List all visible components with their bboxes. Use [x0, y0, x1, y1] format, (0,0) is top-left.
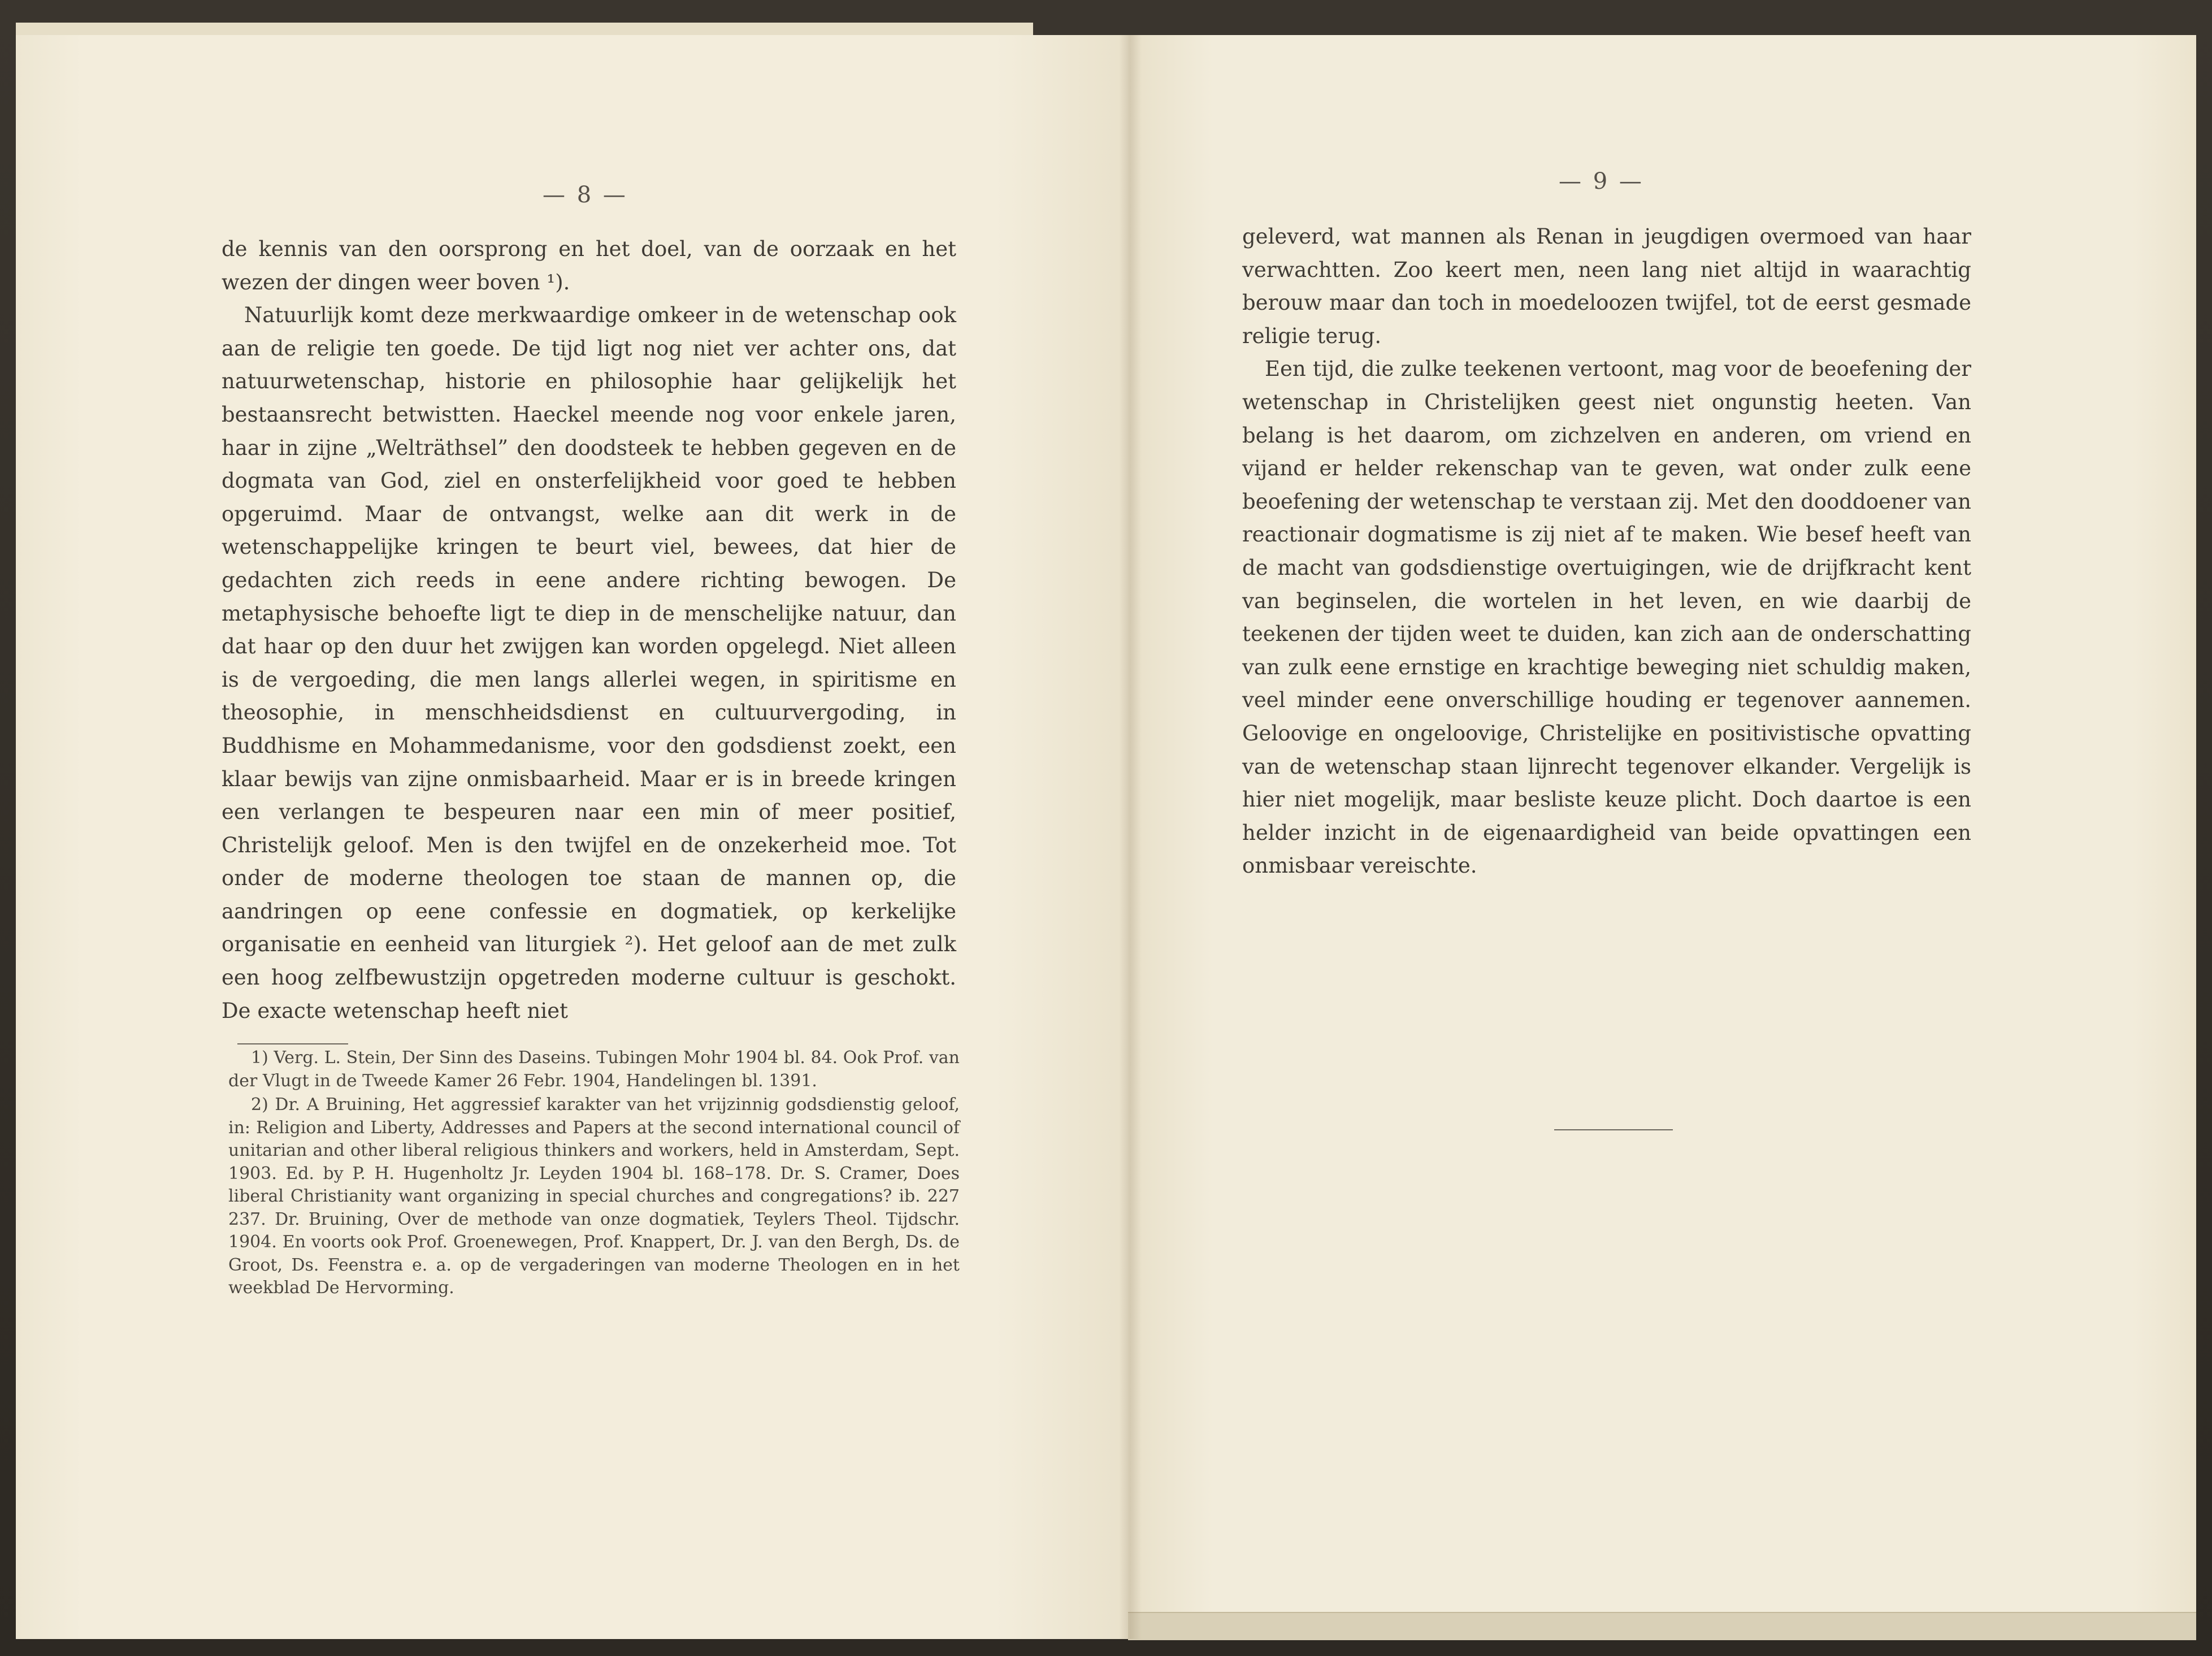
footnote-divider	[237, 1043, 348, 1044]
end-of-section-rule	[1554, 1129, 1673, 1130]
footnotes	[228, 1047, 960, 1301]
page-number-right: — 9 —	[1559, 168, 1644, 194]
left-body-text	[222, 233, 956, 1028]
left-paragraph-1: de kennis van den oorsprong en het doel, van de oorzaak en het wezen der dingen weer boven ¹).	[222, 237, 956, 294]
left-paragraph-2: Natuurlijk komt deze merkwaardige omkeer in de wetenschap ook aan de religie ten goede. De tijd ligt nog niet ver achter ons, dat natuurwetenschap, historie en philosophie haar gelijkelijk het bestaansrecht betwistten. Haeckel meende nog voor enkele jaren, haar in zijne „Welträthsel” den doodsteek te hebben gegeven en de dogmata van God, ziel en onsterfelijkheid voor goed te hebben opgeruimd. Maar de ontvangst, welke aan dit werk in de wetenschappelijke kringen te beurt viel, bewees, dat hier de gedachten zich reeds in eene andere richting bewogen. De metaphysische behoefte ligt te diep in de menschelijke natuur, dan dat haar op den duur het zwijgen kan worden opgelegd. Niet alleen is de vergoeding, die men langs allerlei wegen, in spiritisme en theosophie, in menschheidsdienst en cultuurvergoding, in Buddhisme en Mohammedanisme, voor den godsdienst zoekt, een klaar bewijs van zijne onmisbaarheid. Maar er is in breede kringen een verlangen te bespeuren naar een min of meer positief, Christelijk geloof. Men is den twijfel en de onzekerheid moe. Tot onder de moderne theologen toe staan de mannen op, die aandringen op eene confessie en dogmatiek, op kerkelijke organisatie en eenheid van liturgiek ²). Het geloof aan de met zulk een hoog zelfbewustzijn opgetreden moderne cultuur is geschokt. De exacte wetenschap heeft niet	[222, 303, 956, 1023]
footnote-1: 1) Verg. L. Stein, Der Sinn des Daseins. Tubingen Mohr 1904 bl. 84. Ook Prof. van der Vlugt in de Tweede Kamer 26 Febr. 1904, Handelingen bl. 1391.	[228, 1048, 960, 1091]
book-gutter	[1119, 35, 1142, 1639]
right-body-text	[1242, 220, 1971, 883]
right-paragraph-1: geleverd, wat mannen als Renan in jeugdigen overmoed van haar verwachtten. Zoo keert men, neen lang niet altijd in waarachtig berouw maar dan toch in moedeloozen twijfel, tot de eerst gesmade religie terug.	[1242, 224, 1971, 348]
footnote-2: 2) Dr. A Bruining, Het aggressief karakter van het vrijzinnig godsdienstig geloof, in: Religion and Liberty, Addresses and Papers at the second international council of unitarian and other liberal religious thinkers and workers, held in Amsterdam, Sept. 1903. Ed. by P. H. Hugenholtz Jr. Leyden 1904 bl. 168–178. Dr. S. Cramer, Does liberal Christianity want organizing in special churches and congregations? ib. 227 237. Dr. Bruining, Over de methode van onze dogmatiek, Teylers Theol. Tijdschr. 1904. En voorts ook Prof. Groenewegen, Prof. Knappert, Dr. J. van den Bergh, Ds. de Groot, Ds. Feenstra e. a. op de vergaderingen van moderne Theologen en in het weekblad De Hervorming.	[228, 1095, 960, 1298]
page-number-left: — 8 —	[543, 182, 628, 208]
right-paragraph-2: Een tijd, die zulke teekenen vertoont, mag voor de beoefening der wetenschap in Christelijken geest niet ongunstig heeten. Van belang is het daarom, om zichzelven en anderen, om vriend en vijand er helder rekenschap van te geven, wat onder zulk eene beoefening der wetenschap te verstaan zij. Met den dooddoener van reactionair dogmatisme is zij niet af te maken. Wie besef heeft van de macht van godsdienstige overtuigingen, wie de drijfkracht kent van beginselen, die wortelen in het leven, en wie daarbij de teekenen der tijden weet te duiden, kan zich aan de onderschatting van zulk eene ernstige en krachtige beweging niet schuldig maken, veel minder eene onverschillige houding er tegenover aannemen. Geloovige en ongeloovige, Christelijke en positivistische opvatting van de wetenschap staan lijnrecht tegenover elkander. Vergelijk is hier niet mogelijk, maar besliste keuze plicht. Doch daartoe is een helder inzicht in de eigenaardigheid van beide opvattingen een onmisbaar vereischte.	[1242, 357, 1971, 878]
page-stack-edge	[1128, 1612, 2196, 1640]
